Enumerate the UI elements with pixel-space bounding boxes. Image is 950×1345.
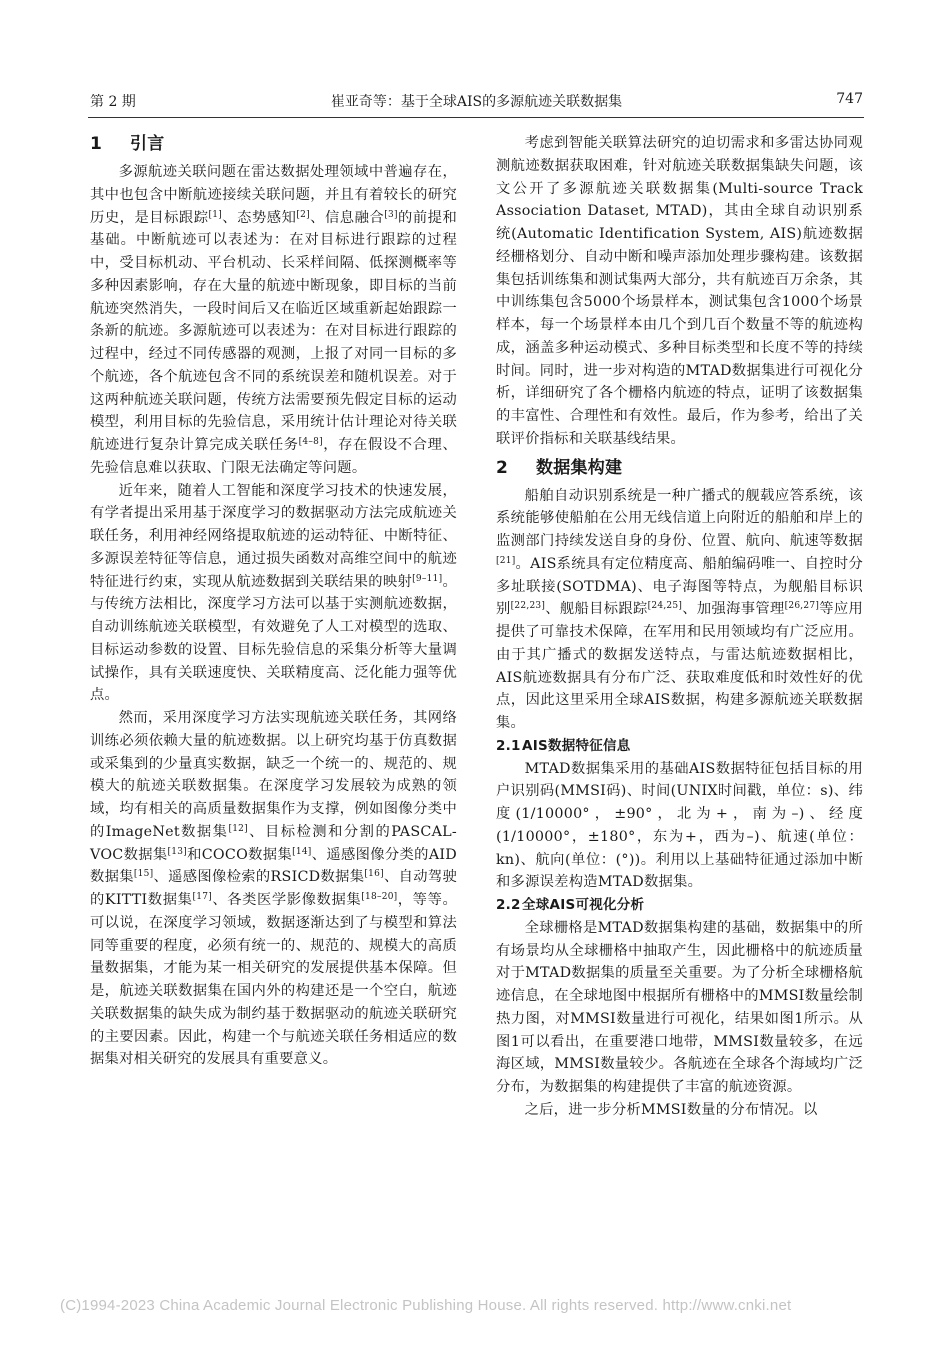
citation: [12] — [228, 823, 248, 834]
citation: [3] — [384, 209, 398, 220]
section-2-heading — [496, 451, 863, 485]
paragraph: 全球栅格是MTAD数据集构建的基础，数据集中的所有场景均从全球栅格中抽取产生，因此栅格中的航迹质量对于MTAD数据集的质量至关重要。为了分析全球栅格航迹信息，在全球地图中根据所有栅格中的MMSI数量绘制热力图，对MMSI数量进行可视化，结果如图1所示。从图1可以看出，在重要港口地带，MMSI数量较多，在远海区域，MMSI数量较少。各航迹在全球各个海域均广泛分布，为数据集的构建提供了丰富的航迹资源。 — [496, 919, 863, 1095]
citation: [13] — [167, 846, 187, 857]
citation: [22,23] — [510, 601, 546, 612]
subsection-title: 全球AIS可视化分析 — [522, 897, 645, 913]
right-column — [496, 127, 863, 1122]
paragraph: MTAD数据集采用的基础AIS数据特征包括目标的用户识别码(MMSI码)、时间(UNIX时间戳，单位：s)、纬度(1/10000°，±90°，北为+，南为–)、经度(1/10000°，±180°，东为+，西为–)、航速(单位：kn)、航向(单位：(°))。利用以上基础特征通过添加中断和多源误差构造MTAD数据集。 — [496, 760, 863, 891]
citation: [16] — [364, 869, 384, 880]
running-title: 崔亚奇等：基于全球AIS的多源航迹关联数据集 — [330, 94, 623, 110]
issue-label: 第 2 期 — [90, 94, 136, 110]
paragraph: 考虑到智能关联算法研究的迫切需求和多雷达协同观测航迹数据获取困难，针对航迹关联数据集缺失问题，该文公开了多源航迹关联数据集(Multi-source Track Association Dataset, MTAD)，其由全球自动识别系统(Automatic Identification System, AIS)航迹数据经栅格划分、自动中断和噪声添加处理步骤构建。该数据集包括训练集和测试集两大部分，共有航迹百万余条，其中训练集包含5000个场景样本，测试集包含1000个场景样本，每一个场景样本由几个到几百个数量不等的航迹构成，涵盖多种运动模式、多种目标类型和长度不等的持续时间。同时，进一步对构造的MTAD数据集进行可视化分析，详细研究了各个栅格内航迹的特点，证明了该数据集的丰富性、合理性和有效性。最后，作为参考，给出了关联评价指标和关联基线结果。 — [496, 135, 863, 447]
citation: [1] — [208, 209, 223, 220]
section-title: 数据集构建 — [536, 457, 623, 478]
paragraph: 船舶自动识别系统是一种广播式的舰载应答系统，该系统能够使船舶在公用无线信道上向附近的船舶和岸上的监测部门持续发送自身的身份、位置、航向、航速等数据[21]。AIS系统具有定位精度高、船舶编码唯一、自控时分多址联接(SOTDMA)、电子海图等特点，为舰船目标识别[22,23]、舰船目标跟踪[24,25]、加强海事管理[26,27]等应用提供了可靠技术保障，在军用和民用领域均有广泛应用。由于其广播式的数据发送特点，与雷达航迹数据相比，AIS航迹数据具有分布广泛、获取难度低和时效性好的优点，因此这里采用全球AIS数据，构建多源航迹关联数据集。 — [496, 487, 864, 731]
paragraph: 近年来，随着人工智能和深度学习技术的快速发展，有学者提出采用基于深度学习的数据驱动方法完成航迹关联任务，利用神经网络提取航迹的运动特征、中断特征、多源误差特征等信息，通过损失函数对高维空间中的航迹特征进行约束，实现从航迹数据到关联结果的映射[9–11]。与传统方法相比，深度学习方法可以基于实测航迹数据，自动训练航迹关联模型，有效避免了人工对模型的选取、目标运动参数的设置、目标先验信息的采集分析等大量调试操作，具有关联速度快、关联精度高、泛化能力强等优点。 — [90, 482, 458, 704]
citation: [14] — [292, 846, 312, 857]
page-number: 747 — [836, 91, 863, 107]
subsection-2-1-heading — [496, 735, 863, 758]
left-column — [90, 127, 457, 1071]
citation: [15] — [133, 869, 154, 880]
paragraph: 然而，采用深度学习方法实现航迹关联任务，其网络训练必须依赖大量的航迹数据。以上研究均基于仿真数据或采集到的少量真实数据，缺乏一个统一的、规范的、规模大的航迹关联数据集。在深度学习发展较为成熟的领域，均有相关的高质量数据集作为支撑，例如图像分类中的ImageNet数据集[12]、目标检测和分割的PASCAL-VOC数据集[13]和COCO数据集[14]、遥感图像分类的AID数据集[15]、遥感图像检索的RSICD数据集[16]、自动驾驶的KITTI数据集[17]、各类医学影像数据集[18–20]，等等。可以说，在深度学习领域，数据逐渐达到了与模型和算法同等重要的程度，必须有统一的、规范的、规模大的高质量数据集，才能为某一相关研究的发展提供基本保障。但是，航迹关联数据集在国内外的构建还是一个空白，航迹关联数据集的缺失成为制约基于数据驱动的航迹关联研究的主要因素。因此，构建一个与航迹关联任务相适应的数据集对相关研究的发展具有重要意义。 — [90, 710, 458, 1068]
citation: [17] — [192, 892, 212, 902]
citation: [26,27] — [784, 601, 820, 612]
header-rule — [88, 117, 864, 118]
subsection-number: 2.1 — [496, 737, 521, 754]
citation: [21] — [496, 555, 516, 566]
section-title: 引言 — [130, 134, 165, 154]
section-number: 2 — [496, 457, 509, 478]
citation: [24,25] — [647, 601, 683, 612]
running-header — [90, 91, 863, 117]
subsection-number: 2.2 — [496, 897, 521, 913]
section-number: 1 — [90, 134, 103, 154]
citation: [9–11] — [412, 573, 443, 584]
copyright-watermark: (C)1994-2023 China Academic Journal Electronic Publishing House. All rights reserved. http://www.cnki.net — [60, 1297, 792, 1314]
paragraph: 之后，进一步分析MMSI数量的分布情况。以 — [524, 1101, 818, 1118]
subsection-2-2-heading — [496, 894, 863, 917]
citation: [4–8] — [298, 437, 323, 447]
subsection-title: AIS数据特征信息 — [522, 737, 631, 754]
citation: [18–20] — [361, 892, 398, 902]
citation: [2] — [296, 209, 310, 220]
paragraph: 多源航迹关联问题在雷达数据处理领域中普遍存在，其中也包含中断航迹接续关联问题，并且有着较长的研究历史，是目标跟踪[1]、态势感知[2]、信息融合[3]的前提和基础。中断航迹可以表述为：在对目标进行跟踪的过程中，受目标机动、平台机动、长采样间隔、低探测概率等多种因素影响，存在大量的航迹中断现象，即目标的当前航迹突然消失，一段时间后又在临近区域重新起始跟踪一条新的航迹。多源航迹可以表述为：在对目标进行跟踪的过程中，经过不同传感器的观测，上报了对同一目标的多个航迹，各个航迹包含不同的系统误差和随机误差。对于这两种航迹关联问题，传统方法需要预先假定目标的运动模型，利用目标的先验信息，采用统计估计理论对待关联航迹进行复杂计算完成关联任务[4–8]，存在假设不合理、先验信息难以获取、门限无法确定等问题。 — [90, 164, 458, 476]
section-1-heading — [90, 127, 457, 161]
